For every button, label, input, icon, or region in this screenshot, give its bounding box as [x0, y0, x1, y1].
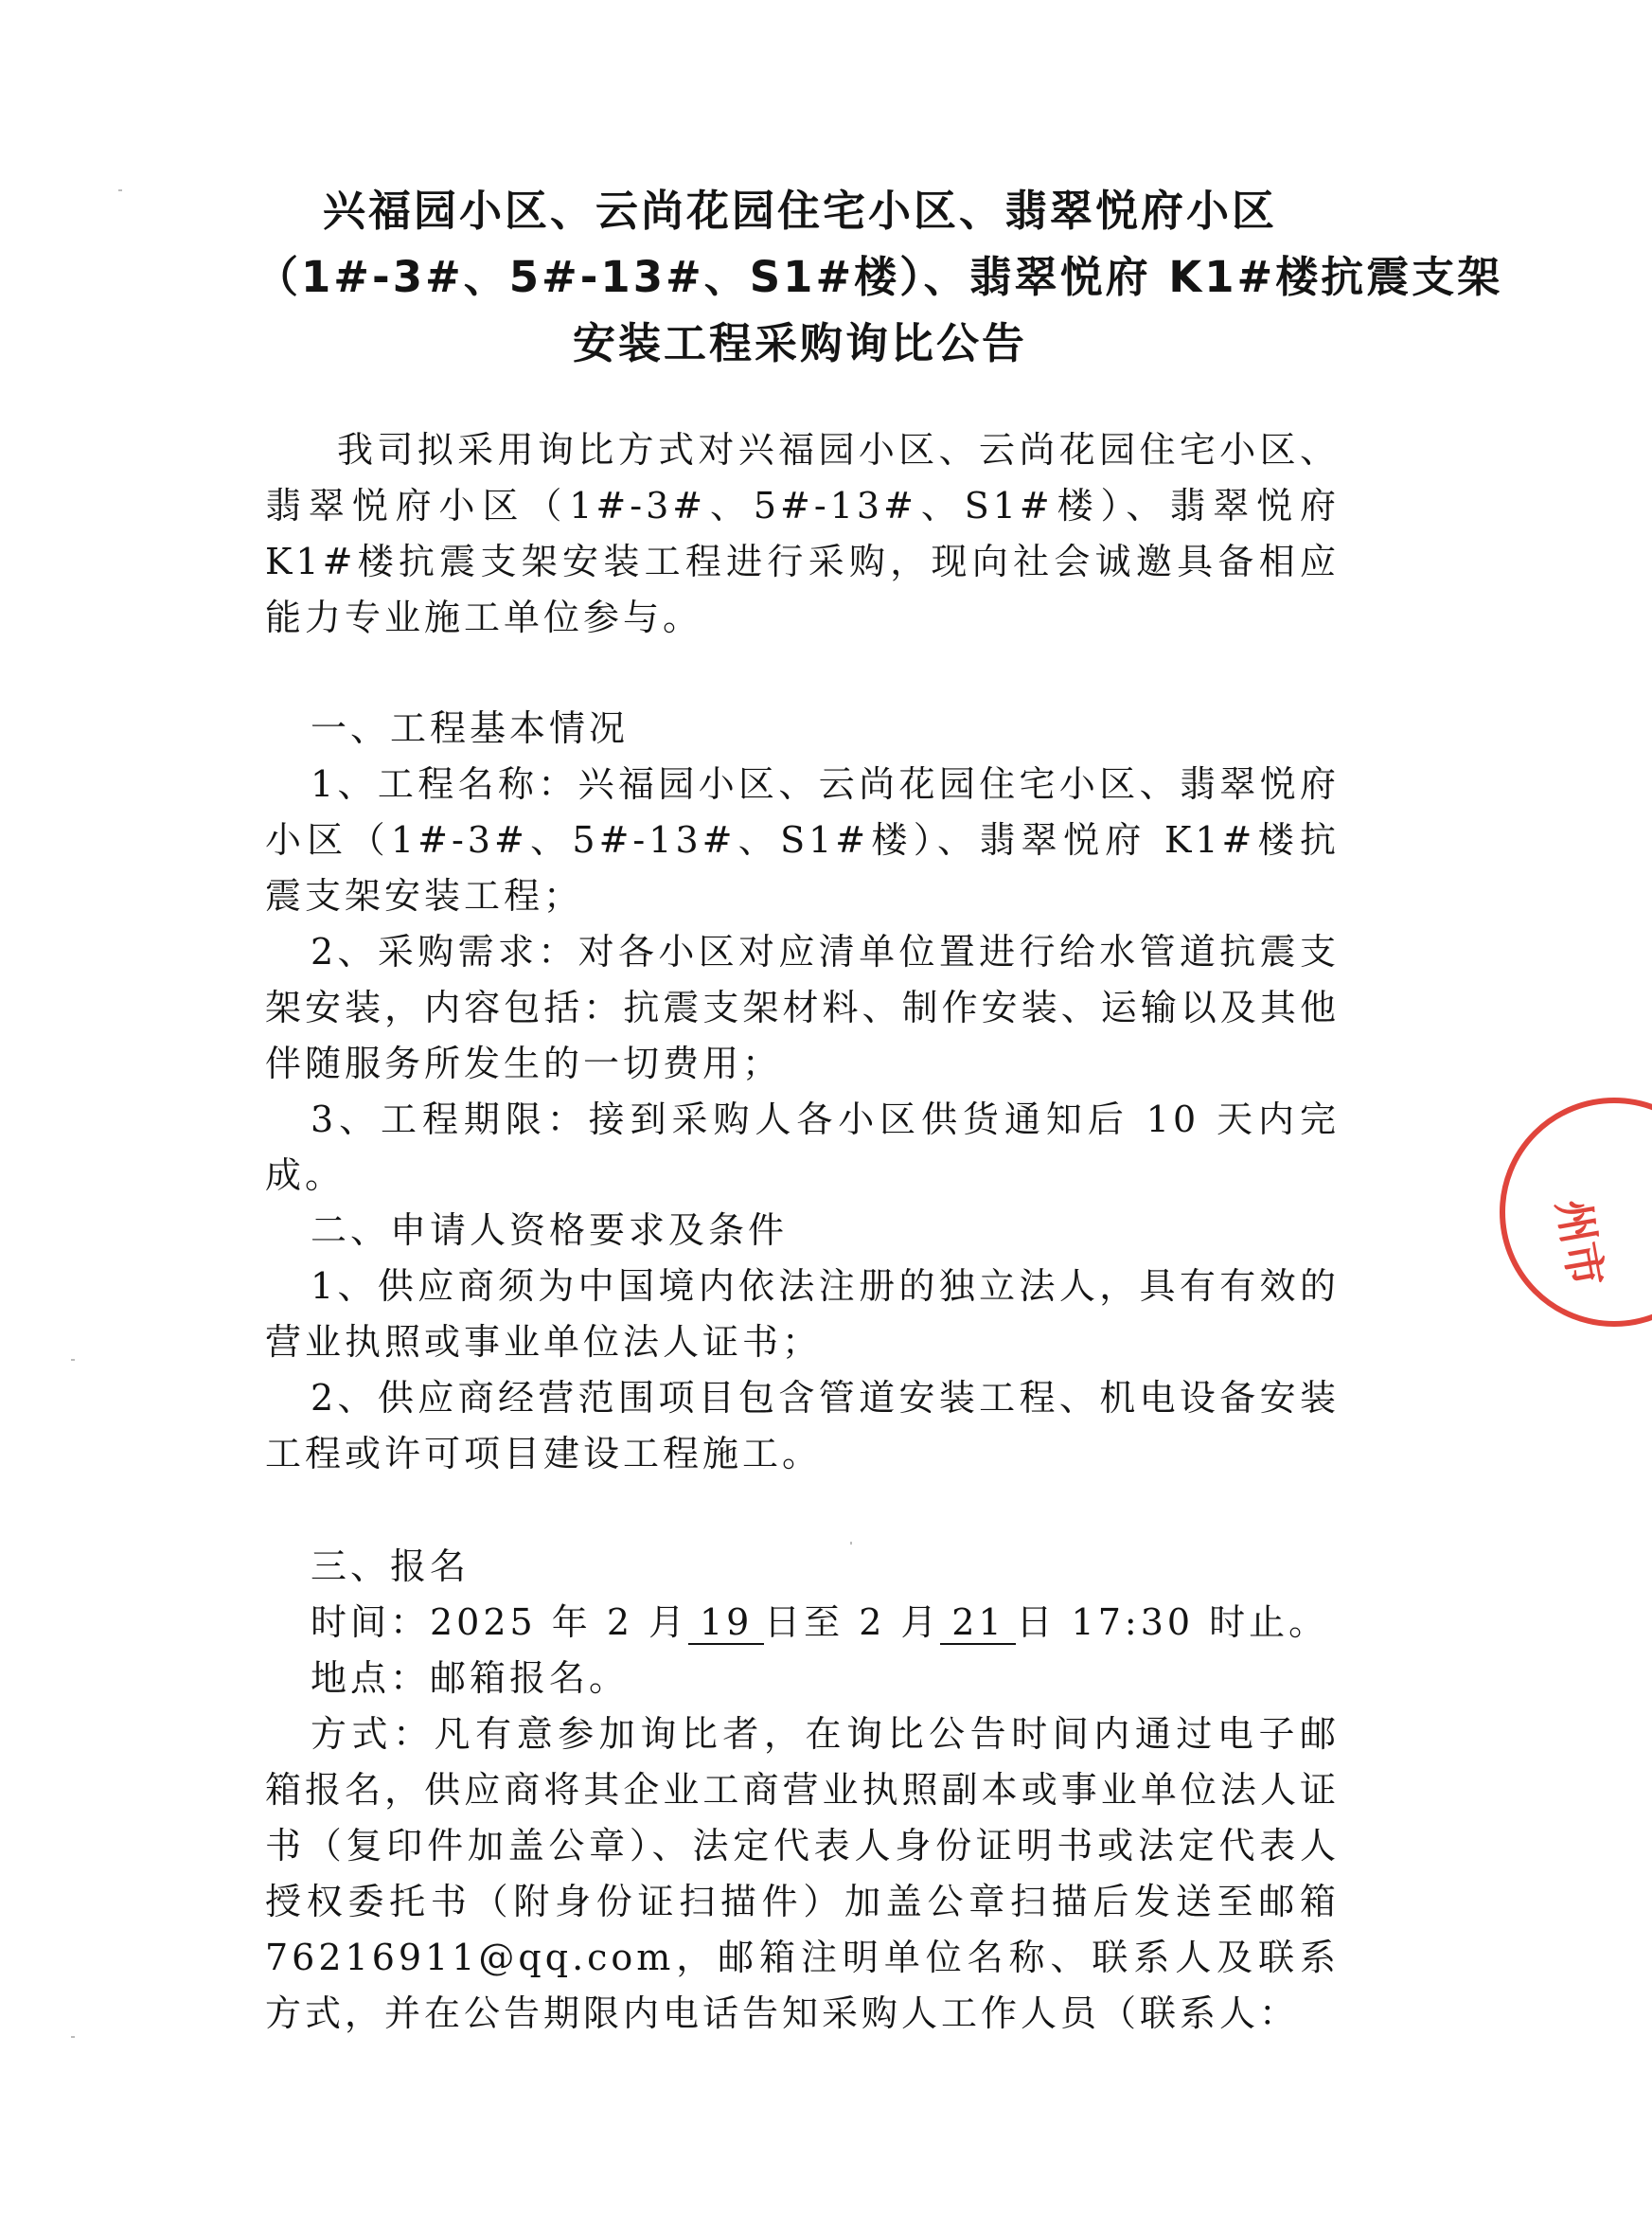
procurement-demand-item: 2、采购需求：对各小区对应清单位置进行给水管道抗震支架安装，内容包括：抗震支架材料、制作安装、运输以及其他伴随服务所发生的一切费用； [265, 931, 1340, 1084]
section-heading: 三、报名 [311, 1545, 471, 1587]
section-registration [265, 1539, 1340, 2042]
title-line-1: 兴福园小区、云尚花园住宅小区、翡翠悦府小区 [322, 186, 1277, 236]
scan-speck [118, 189, 122, 191]
section-qualification [265, 1203, 1340, 1482]
company-seal [1491, 1089, 1652, 1335]
registration-time [265, 1595, 1340, 1651]
section-heading: 二、申请人资格要求及条件 [311, 1209, 789, 1251]
time-prefix: 时间：2025 年 2 月 [311, 1601, 689, 1643]
section-engineering-info [265, 701, 1340, 1204]
scan-speck [71, 1359, 75, 1361]
end-day: 21 [940, 1601, 1016, 1645]
document-title [256, 178, 1503, 377]
title-line-2: （1#-3#、5#-13#、S1#楼）、翡翠悦府 K1#楼抗震支架 [256, 252, 1503, 302]
qualification-item-1: 1、供应商须为中国境内依法注册的独立法人，具有有效的营业执照或事业单位法人证书； [265, 1265, 1340, 1363]
qualification-item-2: 2、供应商经营范围项目包含管道安装工程、机电设备安装工程或许可项目建设工程施工。 [265, 1377, 1340, 1474]
scan-speck [71, 2036, 75, 2038]
time-suffix: 日 17:30 时止。 [1016, 1601, 1329, 1643]
project-name-item: 1、工程名称：兴福园小区、云尚花园住宅小区、翡翠悦府小区（1#-3#、5#-13#、S1#楼）、翡翠悦府 K1#楼抗震支架安装工程； [265, 763, 1340, 917]
intro-block [265, 422, 1340, 646]
registration-location: 地点：邮箱报名。 [311, 1657, 630, 1699]
project-duration-item: 3、工程期限：接到采购人各小区供货通知后 10 天内完成。 [265, 1099, 1340, 1196]
start-day: 19 [688, 1601, 764, 1645]
registration-method: 方式：凡有意参加询比者，在询比公告时间内通过电子邮箱报名，供应商将其企业工商营业执照副本或事业单位法人证书（复印件加盖公章）、法定代表人身份证明书或法定代表人授权委托书（附身份证扫描件）加盖公章扫描后发送至邮箱 76216911@qq.com，邮箱注明单位名称、联系人及联系方式，并在公告期限内电话告知采购人工作人员（联系人： [265, 1713, 1340, 2034]
seal-text: 州市 [1547, 1195, 1613, 1291]
intro-paragraph: 我司拟采用询比方式对兴福园小区、云尚花园住宅小区、翡翠悦府小区（1#-3#、5#-13#、S1#楼）、翡翠悦府 K1#楼抗震支架安装工程进行采购，现向社会诚邀具备相应能力专业施工单位参与。 [265, 429, 1340, 638]
time-mid: 日至 2 月 [764, 1601, 941, 1643]
title-line-3: 安装工程采购询比公告 [572, 318, 1027, 368]
section-heading: 一、工程基本情况 [311, 707, 630, 749]
